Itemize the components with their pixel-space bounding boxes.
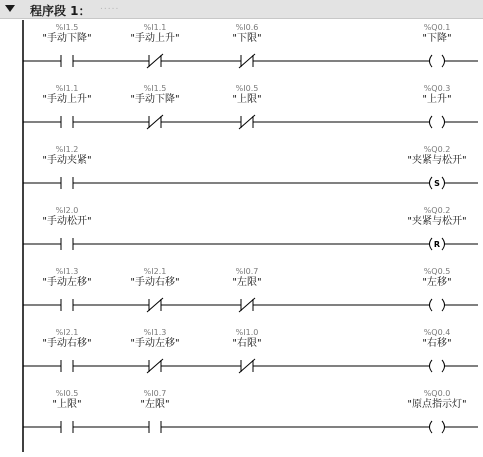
coil-right-arc [442,238,445,250]
coil-tag: "夹紧与松开" [407,155,467,166]
contact-address: %I1.5 [143,84,167,93]
contact-tag: "手动左移" [42,277,92,288]
coil-address: %Q0.2 [423,206,451,215]
contact-address: %I0.5 [235,84,259,93]
rung-5 [23,267,478,312]
coil-modifier: S [434,179,440,188]
no-contact[interactable] [42,23,91,67]
output-coil[interactable] [422,23,451,67]
contact-tag: "手动下降" [130,94,180,105]
set-coil[interactable] [407,145,466,189]
no-contact[interactable] [42,84,91,128]
rung-1 [23,23,478,68]
coil-address: %Q0.3 [423,84,451,93]
no-contact[interactable] [42,206,91,250]
no-contact[interactable] [52,389,81,433]
contact-address: %I0.7 [143,389,167,398]
contact-tag: "手动下降" [42,33,92,44]
contact-tag: "左限" [140,399,170,410]
contact-address: %I1.5 [55,23,79,32]
contact-address: %I1.3 [55,267,79,276]
coil-right-arc [442,421,445,433]
network-title: 程序段 1： [30,4,91,18]
contact-address: %I0.5 [55,389,79,398]
no-contact[interactable] [140,389,169,433]
output-coil[interactable] [422,84,451,128]
contact-address: %I1.2 [55,145,79,154]
contact-tag: "手动上升" [130,33,180,44]
contact-tag: "手动上升" [42,94,92,105]
reset-coil[interactable] [407,206,466,250]
contact-tag: "手动夹紧" [42,155,92,166]
contact-address: %I2.1 [143,267,167,276]
coil-modifier: R [433,240,441,249]
rung-3 [23,145,478,189]
contact-address: %I0.7 [235,267,259,276]
rung-2 [23,84,478,129]
coil-tag: "原点指示灯" [407,399,467,410]
no-contact[interactable] [42,328,91,372]
contact-tag: "上限" [232,94,262,105]
contact-tag: "手动左移" [130,338,180,349]
network-comment[interactable]: ..... [100,2,120,12]
coil-right-arc [442,360,445,372]
coil-tag: "夹紧与松开" [407,216,467,227]
coil-right-arc [442,116,445,128]
output-coil[interactable] [422,328,451,372]
contact-tag: "下限" [232,33,262,44]
coil-tag: "上升" [422,94,452,105]
coil-tag: "右移" [422,338,452,349]
coil-address: %Q0.1 [423,23,451,32]
contact-tag: "手动松开" [42,216,92,227]
contact-address: %I1.0 [235,328,259,337]
rung-4 [23,206,478,250]
rung-6 [23,328,478,373]
coil-left-arc [430,55,433,67]
coil-right-arc [442,299,445,311]
contact-tag: "手动右移" [130,277,180,288]
contact-tag: "上限" [52,399,82,410]
coil-right-arc [442,55,445,67]
contact-tag: "右限" [232,338,262,349]
output-coil[interactable] [407,389,466,433]
no-contact[interactable] [42,145,91,189]
coil-address: %Q0.4 [423,328,451,337]
contact-tag: "手动右移" [42,338,92,349]
coil-tag: "下降" [422,33,452,44]
coil-tag: "左移" [422,277,452,288]
contact-address: %I2.1 [55,328,79,337]
contact-address: %I1.3 [143,328,167,337]
contact-address: %I2.0 [55,206,79,215]
coil-left-arc [430,421,433,433]
coil-address: %Q0.0 [423,389,451,398]
contact-tag: "左限" [232,277,262,288]
no-contact[interactable] [42,267,91,311]
coil-address: %Q0.2 [423,145,451,154]
contact-address: %I0.6 [235,23,259,32]
coil-address: %Q0.5 [423,267,451,276]
coil-left-arc [430,177,433,189]
coil-left-arc [430,238,433,250]
contact-address: %I1.1 [143,23,167,32]
output-coil[interactable] [422,267,451,311]
contact-address: %I1.1 [55,84,79,93]
coil-left-arc [430,299,433,311]
coil-left-arc [430,360,433,372]
rung-7 [23,389,478,433]
coil-right-arc [442,177,445,189]
coil-left-arc [430,116,433,128]
